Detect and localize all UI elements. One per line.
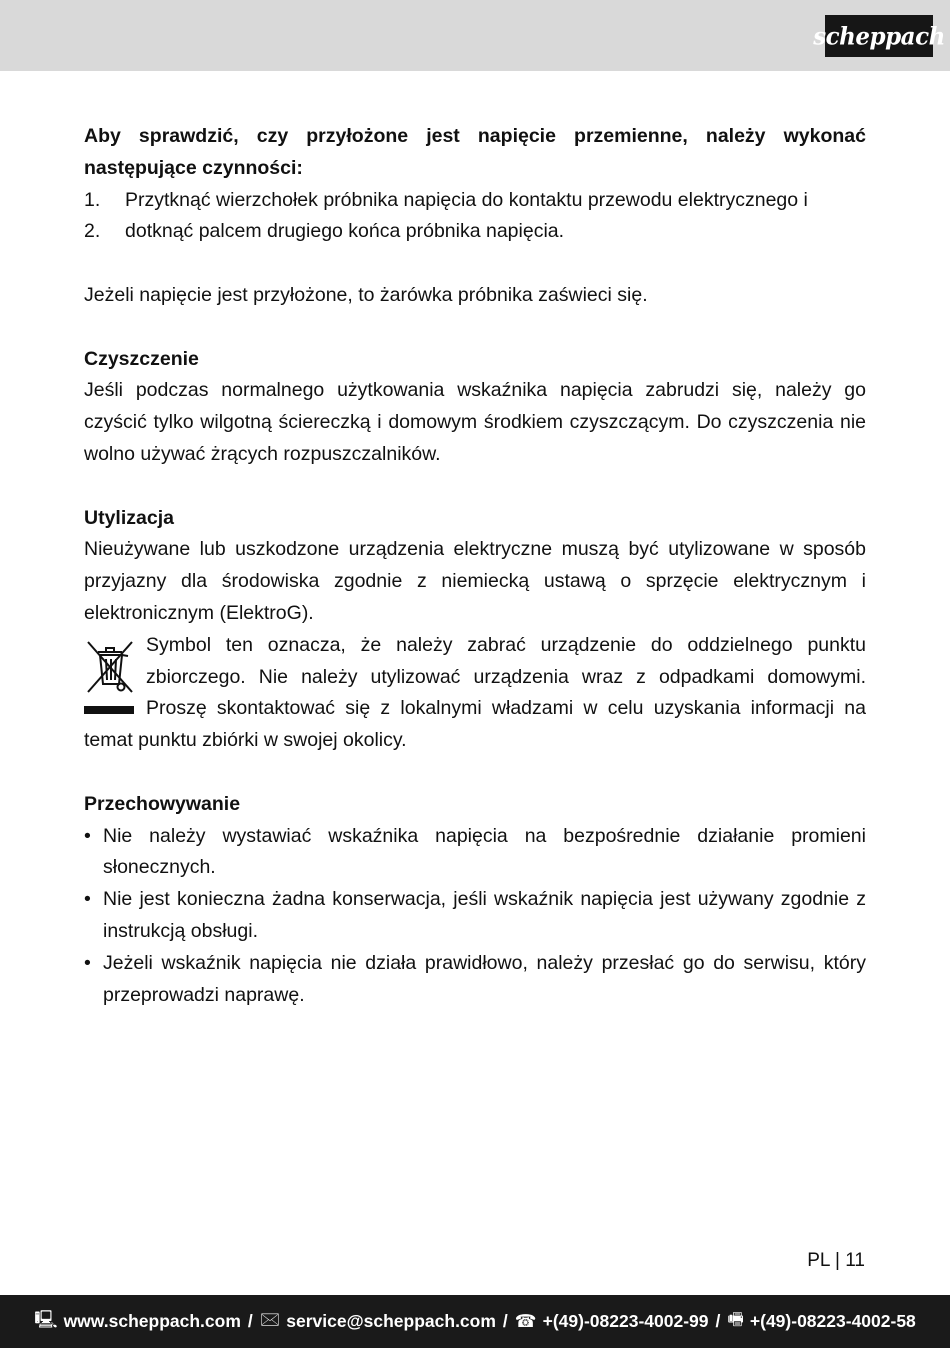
cleaning-heading: Czyszczenie [84, 347, 199, 370]
mail-icon: 🖂 [259, 1308, 281, 1329]
footer-contact-bar [0, 1295, 950, 1348]
scheppach-logo: scheppach [825, 15, 933, 57]
header-band [0, 0, 950, 71]
list-item [84, 821, 866, 885]
numbered-step [84, 216, 866, 248]
bullet-text: Nie jest konieczna żadna konserwacja, jeśli wskaźnik napięcia jest używany zgodnie z instrukcją obsługi. [103, 888, 866, 942]
bullet-text: Nie należy wystawiać wskaźnika napięcia na bezpośrednie działanie promieni słonecznych. [103, 824, 866, 879]
footer-separator: / [502, 1311, 508, 1331]
fax-icon: 🖷 [727, 1308, 744, 1329]
page-number-value: 11 [845, 1250, 865, 1271]
footer-separator: / [247, 1311, 253, 1331]
voltage-check-result: Jeżeli napięcie jest przyłożone, to żarówka próbnika zaświeci się. [84, 283, 648, 306]
crossed-out-wheelie-bin-icon [84, 634, 136, 720]
page-language: PL [807, 1250, 830, 1271]
step-number: 2. [84, 220, 101, 243]
page-divider: | [835, 1250, 840, 1271]
voltage-check-intro: Aby sprawdzić, czy przyłożone jest napięcie przemienne, należy wykonać następujące czynności: [84, 125, 866, 179]
weee-symbol-text: Symbol ten oznacza, że należy zabrać urządzenie do oddzielnego punktu zbiorczego. Nie należy utylizować urządzenia wraz z odpadkami domowymi. Proszę skontaktować się z lokalnymi władzami w celu uzyskania informacji na temat punktu zbiórki w swojej okolicy. [84, 633, 866, 752]
step-text: dotknąć palcem drugiego końca próbnika napięcia. [125, 220, 565, 243]
disposal-text: Nieużywane lub uszkodzone urządzenia elektryczne muszą być utylizowane w sposób przyjazny dla środowiska zgodnie z niemiecką ustawą o sprzęcie elektrycznym i elektronicznym (ElektroG). [84, 538, 866, 624]
footer-separator: / [715, 1311, 721, 1331]
footer-email[interactable]: service@scheppach.com [286, 1311, 496, 1331]
footer-phone[interactable]: +(49)-08223-4002-99 [542, 1311, 709, 1331]
phone-icon: ☎ [514, 1311, 537, 1331]
page-number [807, 1250, 865, 1272]
bullet: • [84, 888, 91, 911]
list-item [84, 884, 866, 948]
storage-heading: Przechowywanie [84, 792, 241, 815]
computer-icon: 🖳 [34, 1308, 58, 1329]
footer-fax: +(49)-08223-4002-58 [749, 1311, 916, 1331]
step-text: Przytknąć wierzchołek próbnika napięcia do kontaktu przewodu elektrycznego i [125, 188, 808, 211]
bullet: • [84, 951, 91, 974]
page-content [84, 121, 866, 1011]
footer-website[interactable]: www.scheppach.com [63, 1311, 241, 1331]
bullet-text: Jeżeli wskaźnik napięcia nie działa prawidłowo, należy przesłać go do serwisu, który przeprowadzi naprawę. [103, 951, 866, 1006]
bullet: • [84, 824, 91, 847]
weee-notice [84, 630, 866, 757]
list-item [84, 948, 866, 1012]
cleaning-text: Jeśli podczas normalnego użytkowania wskaźnika napięcia zabrudzi się, należy go czyścić tylko wilgotną ściereczką i domowym środkiem czyszczącym. Do czyszczenia nie wolno używać żrących rozpuszczalników. [84, 379, 866, 465]
disposal-heading: Utylizacja [84, 506, 174, 529]
numbered-step [84, 185, 866, 217]
step-number: 1. [84, 188, 101, 211]
